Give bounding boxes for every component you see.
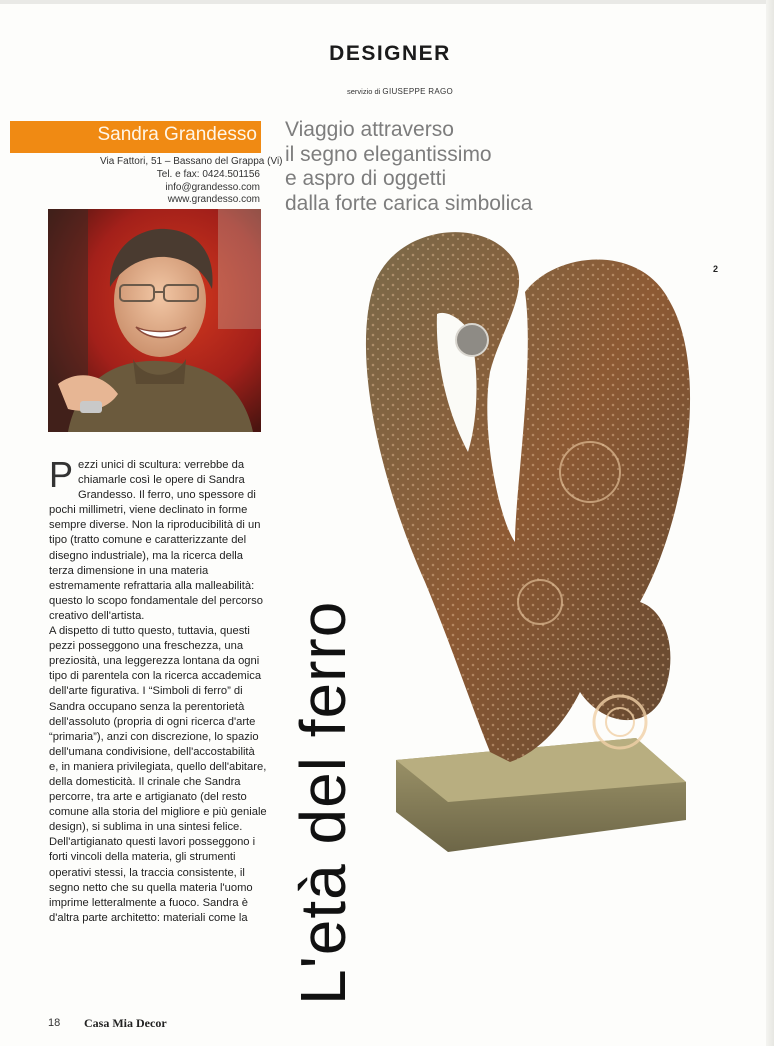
iron-sculpture-photo [340,222,740,852]
byline [300,87,500,96]
designer-phone: Tel. e fax: 0424.501156 [156,168,260,180]
portrait-illustration [48,209,261,432]
byline-prefix: servizio di [346,87,381,96]
headline [285,118,615,216]
byline-author: GIUSEPPE RAGO [382,87,454,96]
body-paragraph: A dispetto di tutto questo, tuttavia, questi pezzi posseggono una freschezza, una preziosità, una leggerezza lontana da ogni tipo di parentela con la ricerca accademica dell'arte figurativa. I “Simboli di ferro” di Sandra occupano senza la perentorietà dell'assoluto (propria di ogni ricerca d'arte “primaria”), anzi con discrezione, lo spazio dell'umana condivisione, dell'accostabilità e, in maniera privilegiata, quello dell'abitare, della domesticità. Il crinale che Sandra percorre, tra arte e artigianato (del resto comune alla storia del migliore e più geniale design), si sublima in una sintesi felice. Dell'artigianato questi lavori posseggono i forti vincoli della materia, gli strumenti operativi stessi, la traccia consistente, il segno netto che su quella materia l'uomo imprime letteralmente a fuoco. Sandra è d'altra parte architetto: materiali come la [49,625,267,924]
body-paragraph: ezzi unici di scultura: verrebbe da chiamarle così le opere di Sandra Grandesso. Il ferro, uno spessore di pochi millimetri, viene declinato in forme sempre diverse. Non la riproducibilità di un tipo (tratto comune e caratterizzante del disegno industriale), ma la ricerca della terza dimensione in una materia estremamente refrattaria alla malleabilità: questo lo scopo fondamentale del percorso creativo dell'artista. [49,459,263,622]
footer-magazine-name: Casa Mia Decor [84,1016,167,1030]
page-edge [766,0,774,1046]
designer-name: Sandra Grandesso [97,124,257,145]
footer-page-number: 18 [48,1017,61,1029]
headline-line: il segno elegantissimo [285,142,492,166]
headline-line: e aspro di oggetti [285,167,447,190]
headline-line: Viaggio attraverso [285,118,454,141]
designer-address: Via Fattori, 51 – Bassano del Grappa (Vi) [100,156,283,167]
dropcap: P [49,454,74,495]
top-rule [0,0,774,4]
designer-portrait-photo [48,209,261,432]
vertical-title-wrap [288,505,358,1005]
article-title: L'età del ferro [287,600,359,1005]
sculpture-illustration [340,222,740,852]
section-title: DESIGNER [329,42,451,65]
designer-contact [100,156,283,207]
designer-website[interactable]: www.grandesso.com [167,194,260,206]
designer-email[interactable]: info@grandesso.com [165,181,260,193]
article-body [49,454,267,926]
figure-label: 2 [713,264,719,274]
headline-line: dalla forte carica simbolica [285,191,533,215]
